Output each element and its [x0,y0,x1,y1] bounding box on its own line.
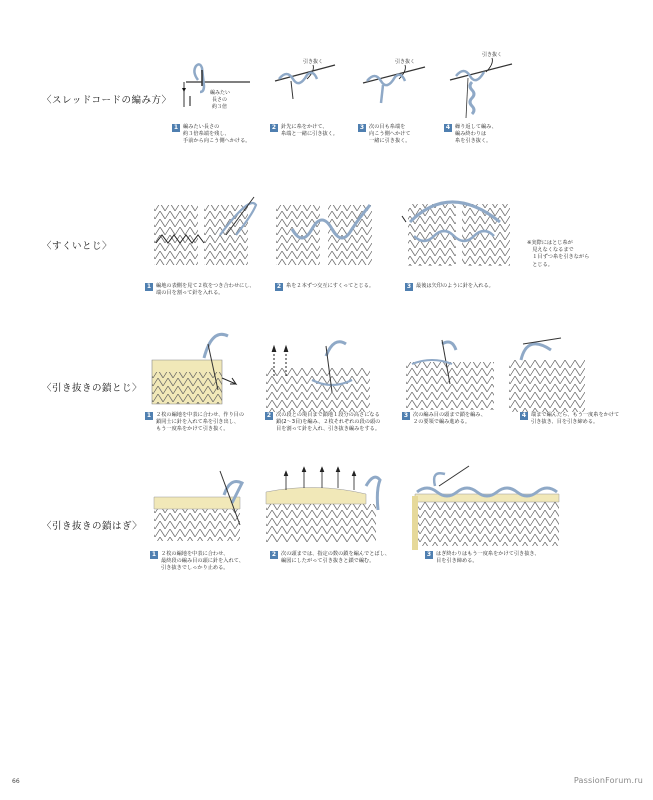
chain-join-figure-1 [150,465,260,545]
section-title-slip-chain-seam: 〈引き抜きの鎖とじ〉 [42,383,143,394]
slip-chain-step-4: 4 端まで編んだら、もう一度糸をかけて 引き抜き、目を引き締める。 [521,412,620,426]
thread-cord-figure-4 [442,48,522,126]
chain-join-figure-2 [262,462,392,546]
chain-join-figure-3 [405,462,565,552]
slip-chain-step-1: 1 ２枚の編地を中表に合わせ、作り目の 鎖同士に針を入れて糸を引き出し、 もう一度糸をかけて引き抜く。 [146,412,245,433]
svg-text:引き抜く: 引き抜く [303,59,324,65]
thread-cord-figure-3 [355,55,435,125]
slip-chain-figure-2 [262,336,377,414]
slip-chain-step-2: 2 次の段との境目まで鎖地１段分の高さになる 鎖(2〜3目)を編み、２枚それぞれの段の頭の 目を割って針を入れ、引き抜き編みをする。 [266,412,381,433]
thread-cord-step-3: 3 次の目も糸端を 向こう側へかけて 一緒に引き抜く。 [359,124,411,145]
mattress-step-1: 1 編地の表側を見て２枚をつき合わせにし、 端の目を割って針を入れる。 [146,283,255,297]
svg-text:編みたい: 編みたい [210,90,231,96]
slip-chain-figure-1 [148,330,248,410]
mattress-figure-1 [150,195,260,275]
slip-chain-figure-3 [402,336,502,414]
slip-chain-step-3: 3 次の編み目の頭まで鎖を編み、 ２の要領で編み進める。 [403,412,486,426]
svg-text:引き抜く: 引き抜く [395,59,416,65]
thread-cord-figure-2 [265,55,345,125]
chain-join-step-1: 1 ２枚の編地を中表に合わせ、 最終段の編み目の頭に針を入れて、 引き抜きでしっかり止める。 [151,551,244,572]
mattress-step-3: 3 最後は矢印のように針を入れる。 [406,283,494,290]
svg-text:約３倍: 約３倍 [212,104,228,110]
mattress-figure-3 [400,192,520,274]
thread-cord-step-2: 2 針先に糸をかけて、 糸端と一緒に引き抜く。 [271,124,338,138]
thread-cord-step-4: 4 繰り返して編み、 編み終わりは 糸を引き抜く。 [445,124,497,145]
mattress-note: ※実際にはとじ糸が 見えなくなるまで １目ずつ糸を引きながら とじる。 [527,240,590,268]
mattress-step-2: 2 糸を２本ずつ交互にすくってとじる。 [276,283,375,290]
page-number: 66 [12,778,20,785]
svg-text:長さの: 長さの [212,97,228,103]
watermark: PassionForum.ru [573,776,643,785]
section-title-slip-chain-join: 〈引き抜きの鎖はぎ〉 [42,521,143,532]
slip-chain-figure-4 [505,336,590,414]
section-title-mattress-stitch: 〈すくいとじ〉 [42,241,113,252]
chain-join-step-2: 2 次の頭までは、指定の数の鎖を編んでとばし、 編図にしたがって引き抜きと鎖で編む。 [271,551,390,565]
svg-text:引き抜く: 引き抜く [482,52,503,58]
mattress-figure-2 [272,195,382,275]
section-title-thread-cord: 〈スレッドコードの編み方〉 [42,95,172,106]
thread-cord-figure-1 [170,62,260,132]
thread-cord-step-1: 1 編みたい長さの 約３倍糸端を残し、 手前から向こう側へかける。 [173,124,251,145]
chain-join-step-3: 3 はぎ終わりはもう一度糸をかけて引き抜き、 目を引き締める。 [426,551,540,565]
